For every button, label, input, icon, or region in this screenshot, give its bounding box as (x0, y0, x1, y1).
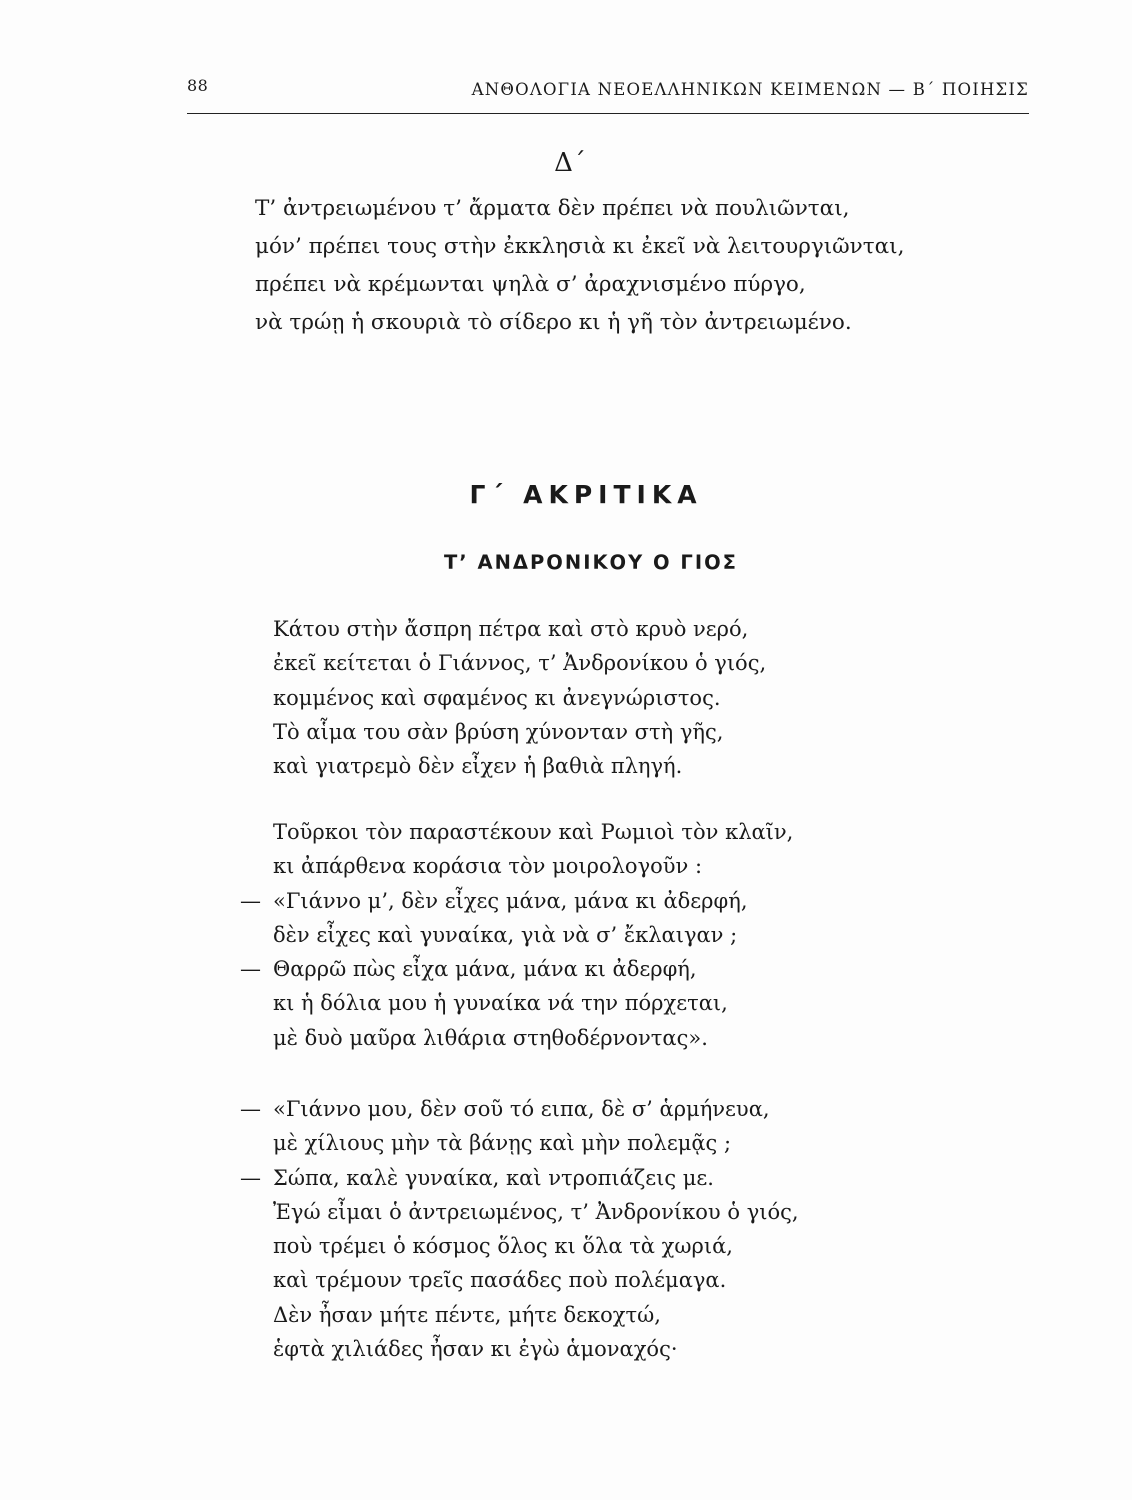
verse-text: κι ἡ δόλια μου ἡ γυναίκα νά την πόρχεται, (273, 991, 728, 1016)
verse-line (240, 884, 793, 918)
verse-line (240, 986, 793, 1020)
verse-text: κομμένος καὶ σφαμένος κι ἀνεγνώριστος. (273, 685, 721, 710)
verse-line: Τ’ ἀντρειωμένου τ’ ἄρματα δὲν πρέπει νὰ πουλιῶνται, (255, 196, 850, 221)
running-title: ΑΝΘΟΛΟΓΙΑ ΝΕΟΕΛΛΗΝΙΚΩΝ ΚΕΙΜΕΝΩΝ — Β΄ ΠΟΙΗΣΙΣ (471, 80, 1029, 99)
verse-line (240, 612, 766, 646)
verse-text: Θαρρῶ πὼς εἶχα μάνα, μάνα κι ἀδερφή, (273, 957, 697, 982)
verse-text: Δὲν ἦσαν μήτε πέντε, μήτε δεκοχτώ, (273, 1302, 661, 1327)
verse-text: Σώπα, καλὲ γυναίκα, καὶ ντροπιάζεις με. (273, 1165, 714, 1190)
verse-line (240, 646, 766, 680)
poem-stanza-1 (240, 612, 766, 783)
verse-text: μὲ δυὸ μαῦρα λιθάρια στηθοδέρνοντας». (273, 1025, 708, 1050)
verse-text: Τοῦρκοι τὸν παραστέκουν καὶ Ρωμιοὶ τὸν κλαῖν, (273, 820, 794, 844)
verse-text: «Γιάννο μ’, δὲν εἶχες μάνα, μάνα κι ἀδερφή, (273, 888, 748, 913)
verse-line (240, 1161, 799, 1195)
verse-text: κι ἀπάρθενα κοράσια τὸν μοιρολογοῦν : (273, 854, 703, 879)
verse-line (240, 1298, 799, 1332)
verse-line (240, 1195, 799, 1229)
section-d-verses (255, 190, 904, 342)
verse-line (240, 1229, 799, 1263)
verse-line (240, 1263, 799, 1297)
speech-dash: — (240, 1097, 261, 1121)
verse-text: «Γιάννο μου, δὲν σοῦ τό ειπα, δὲ σ’ ἁρμήνευα, (273, 1097, 770, 1121)
verse-line (240, 749, 766, 783)
verse-line (240, 815, 793, 849)
running-head (187, 76, 1029, 106)
verse-line: νὰ τρώῃ ἡ σκουριὰ τὸ σίδερο κι ἡ γῆ τὸν ἀντρειωμένο. (255, 310, 852, 335)
verse-line (240, 1126, 799, 1160)
header-rule (187, 113, 1029, 114)
cycle-title: Γ΄ ΑΚΡΙΤΙΚΑ (469, 480, 703, 509)
verse-text: Τὸ αἷμα του σὰν βρύση χύνονταν στὴ γῆς, (273, 719, 724, 744)
verse-text: καὶ γιατρεμὸ δὲν εἶχεν ἡ βαθιὰ πληγή. (273, 754, 683, 779)
verse-text: Κάτου στὴν ἄσπρη πέτρα καὶ στὸ κρυὸ νερό, (273, 617, 749, 641)
page-number: 88 (187, 76, 209, 95)
speech-dash: — (240, 1165, 261, 1190)
verse-text: ποὺ τρέμει ὁ κόσμος ὅλος κι ὅλα τὰ χωριά, (273, 1234, 733, 1259)
poem-stanza-2 (240, 815, 793, 1055)
verse-line (240, 952, 793, 986)
verse-text: καὶ τρέμουν τρεῖς πασάδες ποὺ πολέμαγα. (273, 1268, 727, 1293)
verse-line (240, 1332, 799, 1366)
verse-line (240, 681, 766, 715)
poem-stanza-3 (240, 1092, 799, 1366)
verse-line (240, 1092, 799, 1126)
verse-line (240, 1021, 793, 1055)
poem-title: Τ’ ΑΝΔΡΟΝΙΚΟΥ Ο ΓΙΟΣ (444, 551, 738, 574)
speech-dash: — (240, 888, 261, 913)
verse-text: δὲν εἶχες καὶ γυναίκα, γιὰ νὰ σ’ ἔκλαιγαν ; (273, 922, 738, 947)
verse-text: Ἐγώ εἶμαι ὁ ἀντρειωμένος, τ’ Ἀνδρονίκου ὁ γιός, (273, 1199, 799, 1224)
verse-line (240, 715, 766, 749)
verse-text: ἐκεῖ κείτεται ὁ Γιάννος, τ’ Ἀνδρονίκου ὁ γιός, (273, 651, 767, 676)
verse-line: πρέπει νὰ κρέμωνται ψηλὰ σ’ ἀραχνισμένο πύργο, (255, 272, 806, 297)
verse-line (240, 849, 793, 883)
section-heading: Δ΄ (554, 148, 586, 178)
verse-text: ἑφτὰ χιλιάδες ἦσαν κι ἐγὼ ἁμοναχός· (273, 1337, 678, 1362)
speech-dash: — (240, 957, 261, 982)
verse-line: μόν’ πρέπει τους στὴν ἐκκλησιὰ κι ἐκεῖ νὰ λειτουργιῶνται, (255, 234, 905, 259)
verse-line (240, 918, 793, 952)
verse-text: μὲ χίλιους μὴν τὰ βάνῃς καὶ μὴν πολεμᾷς ; (273, 1131, 732, 1156)
